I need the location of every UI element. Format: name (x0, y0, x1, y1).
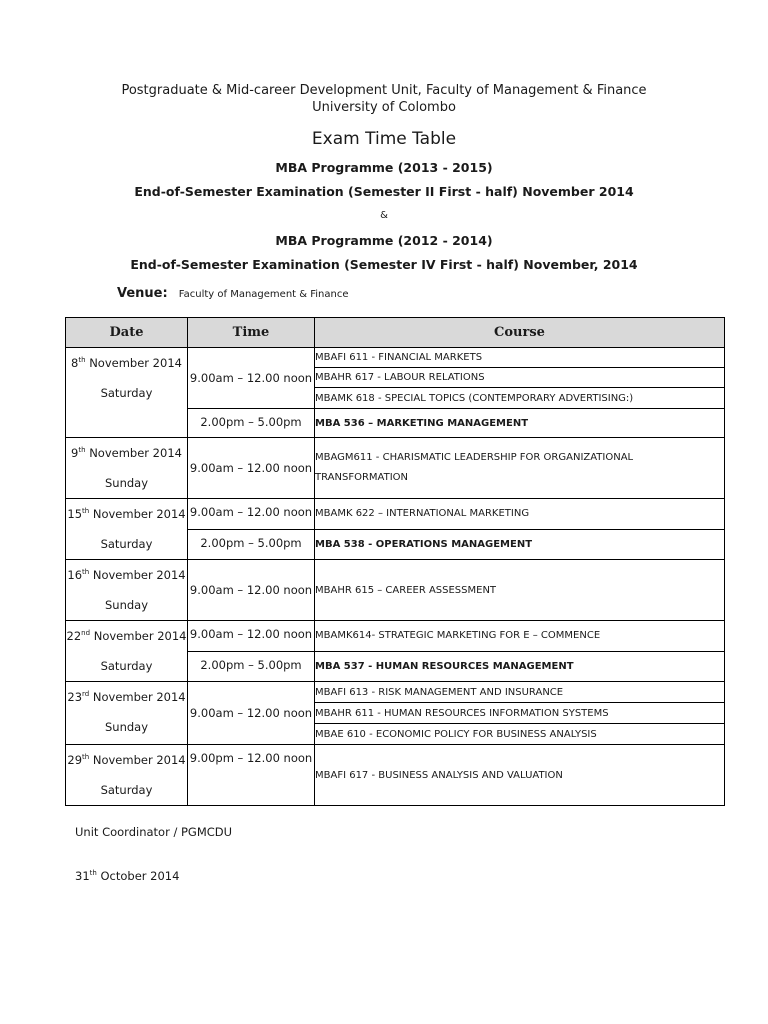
date-column-header: Date (66, 318, 188, 348)
date-label: 9th November 2014 (71, 446, 182, 460)
course-cell: MBAFI 617 - BUSINESS ANALYSIS AND VALUATION (315, 745, 725, 806)
date-cell (66, 438, 188, 499)
table-row (66, 621, 725, 652)
date-cell (66, 499, 188, 560)
venue (117, 282, 349, 301)
weekday-label: Sunday (104, 476, 149, 490)
course-cell: MBAFI 611 - FINANCIAL MARKETS (315, 348, 725, 368)
time-cell: 2.00pm – 5.00pm (188, 651, 315, 682)
table-row (66, 438, 725, 499)
coordinator-signature: Unit Coordinator / PGMCDU (75, 825, 233, 839)
date-cell (66, 348, 188, 438)
date-cell (66, 560, 188, 621)
weekday-label: Sunday (104, 720, 149, 734)
time-cell: 9.00am – 12.00 noon (188, 560, 315, 621)
time-cell: 9.00am – 12.00 noon (188, 621, 315, 652)
table-header-row (66, 318, 725, 348)
course-cell: MBAMK 622 – INTERNATIONAL MARKETING (315, 499, 725, 530)
time-cell: 2.00pm – 5.00pm (188, 409, 315, 438)
time-cell: 2.00pm – 5.00pm (188, 529, 315, 560)
course-cell: MBAGM611 - CHARISMATIC LEADERSHIP FOR ORGANIZATIONAL TRANSFORMATION (315, 438, 725, 499)
course-cell: MBA 538 - OPERATIONS MANAGEMENT (315, 529, 725, 560)
page-title: Exam Time Table (311, 129, 457, 149)
programme-heading-1: MBA Programme (2013 - 2015) (275, 160, 493, 175)
exam-timetable (65, 317, 725, 806)
date-label: 29th November 2014 (67, 753, 186, 767)
date-label: 23rd November 2014 (67, 690, 186, 704)
time-cell: 9.00am – 12.00 noon (188, 348, 315, 409)
exam-heading-1: End-of-Semester Examination (Semester II First - half) November 2014 (134, 184, 634, 199)
unit-heading: Postgraduate & Mid-career Development Unit, Faculty of Management & Finance (121, 83, 647, 98)
table-row (66, 499, 725, 530)
course-cell: MBAFI 613 - RISK MANAGEMENT AND INSURANCE (315, 682, 725, 703)
table-row (66, 682, 725, 703)
date-label: 22nd November 2014 (66, 629, 187, 643)
date-label: 15th November 2014 (67, 507, 186, 521)
table-row (66, 745, 725, 806)
course-cell: MBAMK614- STRATEGIC MARKETING FOR E – COMMENCE (315, 621, 725, 652)
date-cell (66, 682, 188, 745)
university-heading: University of Colombo (312, 100, 456, 115)
course-cell: MBA 536 – MARKETING MANAGEMENT (315, 409, 725, 438)
issue-date: 31th October 2014 (75, 869, 180, 883)
course-cell: MBA 537 - HUMAN RESOURCES MANAGEMENT (315, 651, 725, 682)
weekday-label: Saturday (100, 537, 153, 551)
date-cell (66, 745, 188, 806)
date-cell (66, 621, 188, 682)
course-cell: MBAE 610 - ECONOMIC POLICY FOR BUSINESS ANALYSIS (315, 724, 725, 745)
date-label: 16th November 2014 (67, 568, 186, 582)
exam-heading-2: End-of-Semester Examination (Semester IV First - half) November, 2014 (130, 257, 638, 272)
course-cell: MBAMK 618 - SPECIAL TOPICS (CONTEMPORARY ADVERTISING:) (315, 388, 725, 409)
course-column-header: Course (315, 318, 725, 348)
ampersand: & (380, 210, 388, 221)
time-cell: 9.00am – 12.00 noon (188, 438, 315, 499)
weekday-label: Saturday (100, 783, 153, 797)
weekday-label: Sunday (104, 598, 149, 612)
course-cell: MBAHR 615 – CAREER ASSESSMENT (315, 560, 725, 621)
weekday-label: Saturday (100, 659, 153, 673)
time-cell: 9.00am – 12.00 noon (188, 499, 315, 530)
time-column-header: Time (188, 318, 315, 348)
table-row (66, 560, 725, 621)
course-cell: MBAHR 611 - HUMAN RESOURCES INFORMATION SYSTEMS (315, 703, 725, 724)
table-row (66, 348, 725, 368)
course-cell: MBAHR 617 - LABOUR RELATIONS (315, 368, 725, 388)
weekday-label: Saturday (100, 386, 153, 400)
time-cell: 9.00pm – 12.00 noon (188, 745, 315, 806)
date-label: 8th November 2014 (71, 356, 182, 370)
time-cell: 9.00am – 12.00 noon (188, 682, 315, 745)
programme-heading-2: MBA Programme (2012 - 2014) (275, 233, 493, 248)
venue-label: Venue: (117, 286, 168, 301)
venue-value: Faculty of Management & Finance (178, 289, 349, 300)
